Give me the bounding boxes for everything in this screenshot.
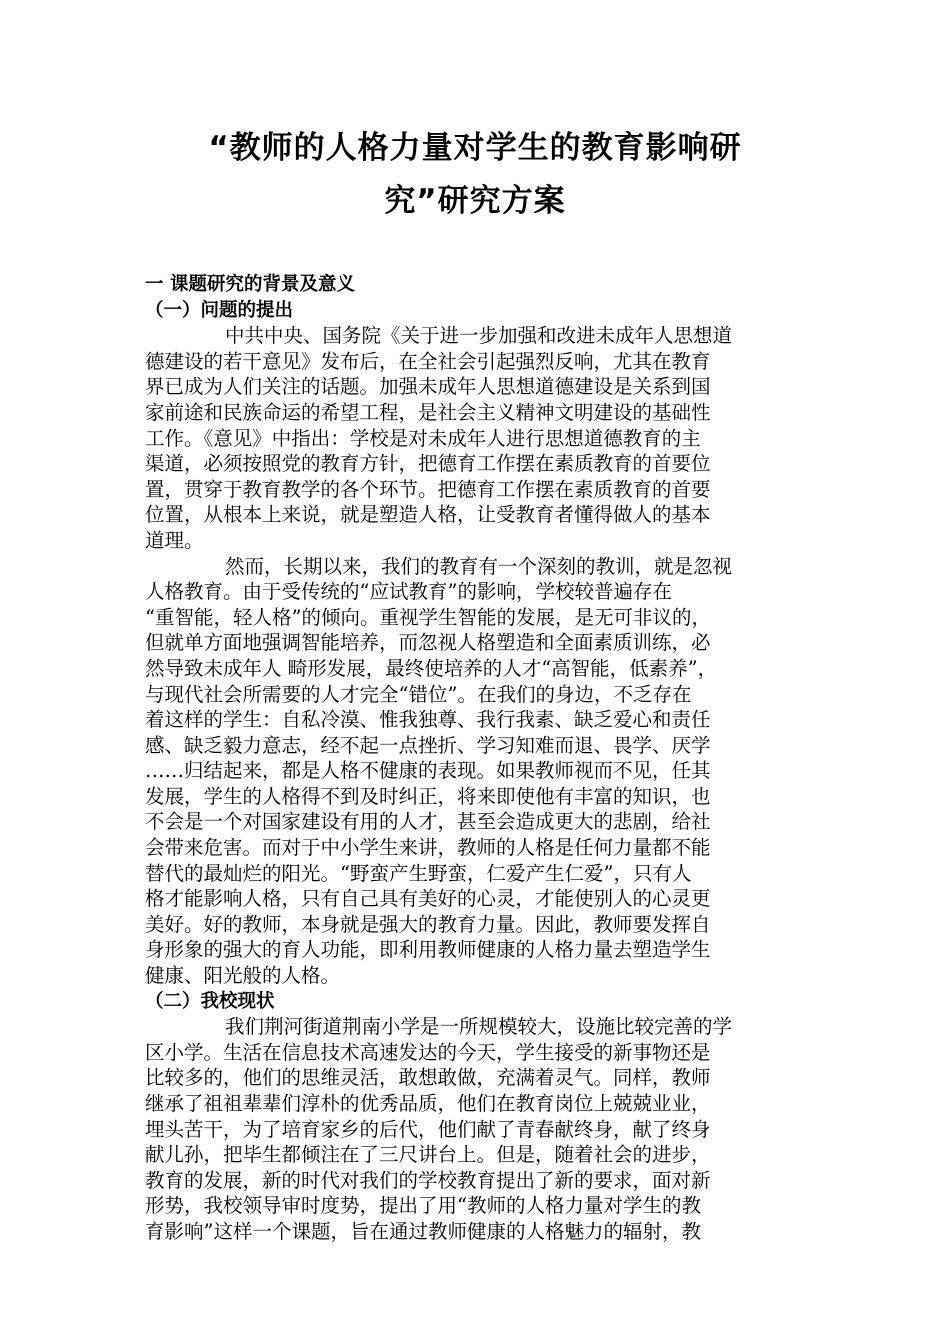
paragraph-line: 渠道，必须按照党的教育方针，把德育工作摆在素质教育的首要位: [145, 452, 711, 476]
paragraph-line: 献儿孙，把毕生都倾注在了三尺讲台上。但是，随着社会的进步，: [145, 1143, 711, 1167]
paragraph-1: [145, 323, 815, 553]
paragraph-line: 然导致未成年人 畸形发展，最终使培养的人才“高智能，低素养”，: [145, 656, 718, 680]
paragraph-line: 中共中央、国务院《关于进一步加强和改进未成年人思想道: [225, 324, 733, 348]
paragraph-line: 形势，我校领导审时度势，提出了用“教师的人格力量对学生的教: [145, 1194, 701, 1218]
paragraph-line: 着这样的学生：自私冷漠、惟我独尊、我行我素、缺乏爱心和责任: [145, 708, 711, 732]
paragraph-line: 健康、阳光般的人格。: [145, 964, 341, 988]
paragraph-3: [145, 1014, 815, 1244]
paragraph-line: 界已成为人们关注的话题。加强未成年人思想道德建设是关系到国: [145, 375, 711, 399]
paragraph-line: 人格教育。由于受传统的“应试教育”的影响，学校较普遍存在: [145, 580, 672, 604]
paragraph-line: 格才能影响人格，只有自己具有美好的心灵，才能使别人的心灵更: [145, 887, 711, 911]
paragraph-line: 区小学。生活在信息技术高速发达的今天，学生接受的新事物还是: [145, 1040, 711, 1064]
subsection-heading-status: （二）我校现状: [145, 990, 275, 1012]
paragraph-line: 德建设的若干意见》发布后，在全社会引起强烈反响，尤其在教育: [145, 349, 711, 373]
paragraph-line: 会带来危害。而对于中小学生来讲，教师的人格是任何力量都不能: [145, 836, 711, 860]
paragraph-line: 替代的最灿烂的阳光。“野蛮产生野蛮，仁爱产生仁爱”，只有人: [145, 861, 692, 885]
paragraph-line: 道理。: [145, 528, 204, 552]
paragraph-line: 美好。好的教师，本身就是强大的教育力量。因此，教师要发挥自: [145, 912, 711, 936]
paragraph-line: 家前途和民族命运的希望工程，是社会主义精神文明建设的基础性: [145, 400, 711, 424]
paragraph-line: 我们荆河街道荆南小学是一所规模较大，设施比较完善的学: [225, 1015, 733, 1039]
paragraph-line: 位置，从根本上来说，就是塑造人格，让受教育者懂得做人的基本: [145, 503, 711, 527]
paragraph-line: 身形象的强大的育人功能，即利用教师健康的人格力量去塑造学生: [145, 938, 711, 962]
subsection-heading-problem: （一）问题的提出: [145, 299, 294, 321]
paragraph-line: “重智能，轻人格”的倾向。重视学生智能的发展，是无可非议的，: [145, 605, 711, 629]
paragraph-line: 发展，学生的人格得不到及时纠正，将来即使他有丰富的知识，也: [145, 784, 711, 808]
paragraph-line: 继承了祖祖辈辈们淳朴的优秀品质，他们在教育岗位上兢兢业业，: [145, 1092, 711, 1115]
paragraph-line: 育影响”这样一个课题，旨在通过教师健康的人格魅力的辐射，教: [145, 1219, 701, 1243]
paragraph-line: 感、缺乏毅力意志，经不起一点挫折、学习知难而退、畏学、厌学: [145, 733, 711, 757]
paragraph-line: 然而，长期以来，我们的教育有一个深刻的教训，就是忽视: [225, 554, 733, 578]
section-heading: 一 课题研究的背景及意义: [145, 274, 355, 295]
paragraph-line: ……归结起来，都是人格不健康的表现。如果教师视而不见，任其: [145, 759, 711, 783]
paragraph-line: 不会是一个对国家建设有用的人才，甚至会造成更大的悲剧，给社: [145, 810, 711, 834]
paragraph-line: 工作。《意见》中指出：学校是对未成年人进行思想道德教育的主: [145, 426, 701, 450]
paragraph-line: 置，贯穿于教育教学的各个环节。把德育工作摆在素质教育的首要: [145, 477, 711, 501]
paragraph-line: 教育的发展，新的时代对我们的学校教育提出了新的要求，面对新: [145, 1168, 711, 1192]
paragraph-line: 与现代社会所需要的人才完全“错位”。在我们的身边，不乏存在: [145, 682, 692, 706]
document-body: [145, 272, 815, 1245]
paragraph-2: [145, 554, 815, 989]
paragraph-line: 但就单方面地强调智能培养，而忽视人格塑造和全面素质训练，必: [145, 631, 711, 655]
document-title-line-2: 究”研究方案: [384, 183, 566, 219]
paragraph-line: 埋头苦干，为了培育家乡的后代，他们献了青春献终身，献了终身: [145, 1117, 711, 1141]
paragraph-line: 比较多的，他们的思维灵活，敢想敢做，充满着灵气。同样，教师: [145, 1066, 711, 1090]
document-title-line-1: “教师的人格力量对学生的教育影响研: [208, 130, 742, 166]
